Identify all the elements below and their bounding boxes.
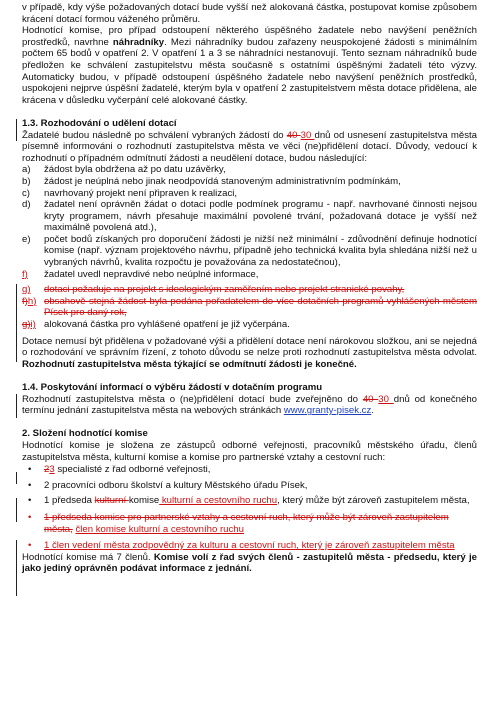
- inserted-text: 30: [378, 393, 394, 405]
- reasons-list: [22, 164, 477, 330]
- bullet-icon: •: [28, 540, 32, 552]
- deleted-text: obsahově stejná žádost byla podána pořadatelem do více dotačních programů vyhlášených městem Písek pro daný rok,: [44, 295, 477, 319]
- list-item: • 1 předseda kulturní komise kulturní a cestovního ruchu, který může být zároveň zastupitelem města,: [28, 495, 470, 507]
- change-bar: [16, 284, 17, 362]
- bullet-icon: •: [28, 479, 32, 491]
- bullet-icon: •: [28, 464, 32, 476]
- paragraph: Hodnotící komise má 7 členů. Komise volí z řad svých členů - zastupitelů města - předsedu, který je jako jediný oprávněn podávat informace z jednání.: [22, 551, 477, 575]
- list-item: d) žadatel není oprávněn žádat o dotaci podle podmínek programu - např. navrhované činnosti nejsou kryty programem, návrh přesahuje maximální povolené trvání, požadovaná dotace je vyšší než maximálně povolená atd.),: [22, 199, 477, 234]
- list-item: e) počet bodů získaných pro doporučení žádosti je nižší než minimální - zdůvodnění definuje hodnotící komise (např. význam projektového návrhu, případně jeho technická kvalita byla shledána nižší než u vybraných návrhů, kvalita rozpočtu je považována za nedostatečnou),: [22, 233, 477, 269]
- deleted-text: 1 předseda komise pro partnerské vztahy a cestovní ruch, který může být zároveň zastupitelem města,: [44, 511, 449, 535]
- list-item: [22, 512, 477, 535]
- inserted-text: 1 člen vedení města zodpovědný za kulturu a cestovní ruch, který je zároveň zastupitelem města: [44, 540, 455, 552]
- section-heading: 2. Složení hodnotící komise: [22, 428, 148, 440]
- paragraph: Hodnotící komise, pro případ odstoupení některého úspěšného žadatele nebo navýšení peněžních prostředků, navrhne náhradníky. Mezi náhradníky budou zařazeny neuspokojené žádosti s minimálním počtem 65 bodů v opatření 2. V opatření 1 a 3 se náhradníci nestanovují. Tento seznam náhradníků bude předložen ke schválení zastupitelstvu města současně s ostatními úspěšnými žadateli této výzvy. Automaticky budou, v případě odstoupení úspěšného žadatele nebo navýšení peněžních prostředků, uspokojeni nejprve úspěšní žadatelé, kterým byla v opatření 2 zastupitelstvem města dotace přidělena, ale krácena v důsledku vyčerpání celé alokované částky.: [22, 25, 477, 106]
- list-item: [22, 540, 477, 552]
- document-page: [22, 2, 477, 575]
- section-1-4: [22, 382, 477, 417]
- section-heading: 1.3. Rozhodování o udělení dotací: [22, 117, 177, 129]
- change-bar: [16, 472, 17, 484]
- change-bar: [16, 498, 17, 522]
- bullet-icon: •: [28, 495, 32, 507]
- bullet-icon: •: [28, 511, 32, 523]
- change-bar: [16, 394, 17, 418]
- emphasis: náhradníky: [112, 36, 165, 48]
- change-bar: [16, 540, 17, 596]
- inserted-text: 30: [300, 129, 315, 141]
- deleted-text: dotaci požaduje na projekt s ideologickým zaměřením nebo projekt stranické povahy,: [44, 284, 405, 296]
- list-item: f) žadatel uvedl nepravdivé nebo neúplné informace,: [22, 268, 259, 280]
- paragraph: v případě, kdy výše požadovaných dotací bude vyšší než alokovaná částka, postupovat komise způsobem krácení dotací formou váženého průměru.: [22, 2, 477, 25]
- website-link[interactable]: www.granty-pisek.cz: [283, 405, 372, 417]
- deleted-text: 40: [362, 393, 379, 405]
- section-1-3: [22, 118, 477, 331]
- paragraph: Žadatelé budou následně po schválení vybraných žádostí do 40 30 dnů od usnesení zastupitelstva města písemně informováni o rozhodnutí zastupitelstva města ve věci (ne)přidělení dotací. Důvody, vedoucí k rozhodnutí o případném odmítnutí žádosti a neudělení dotace, budou následující:: [22, 129, 478, 164]
- paragraph: Hodnotící komise je složena ze zástupců odborné veřejnosti, pracovníků městského úřadu, členů zastupitelstva města, kulturní komise a komise pro partnerské vztahy a cestovní ruch:: [22, 439, 477, 463]
- list-item: c) navrhovaný projekt není připraven k realizaci,: [22, 187, 238, 199]
- list-item: a) žádost byla obdržena až po datu uzávěrky,: [22, 164, 226, 176]
- list-item: g) dotaci požaduje na projekt s ideologickým zaměřením nebo projekt stranické povahy,: [22, 284, 405, 296]
- deleted-text: 40: [286, 129, 301, 141]
- list-item: g)i) alokovaná částka pro vyhlášené opatření je již vyčerpána.: [22, 319, 290, 331]
- list-item: f)h) obsahově stejná žádost byla podána pořadatelem do více dotačních programů vyhlášených městem Písek pro daný rok,: [22, 295, 477, 319]
- paragraph: Dotace nemusí být přidělena v požadované výši a přidělení dotace není nárokovou složkou, ani se nejedná o rozhodování ve správním řízení, z tohoto důvodu se nelze proti rozhodnutí zastupitelstva města odvolat. Rozhodnutí zastupitelstva města týkající se odmítnutí žádosti je konečné.: [22, 335, 477, 370]
- change-bar: [16, 119, 17, 141]
- section-heading: 1.4. Poskytování informací o výběru žádostí v dotačním programu: [22, 382, 323, 393]
- list-item: b) žádost je neúplná nebo jinak neodpovídá stanoveným administrativním podmínkám,: [22, 175, 401, 187]
- inserted-text: člen komise kulturní a cestovního ruchu: [75, 523, 244, 535]
- paragraph: Rozhodnutí zastupitelstva města o (ne)přidělení dotací bude zveřejněno do 40 30 dnů od konečného termínu jednání zastupitelstva města na webových stránkách www.granty-pisek.cz.: [22, 393, 478, 417]
- list-item: • 23 specialisté z řad odborné veřejnosti,: [28, 464, 211, 476]
- list-item: • 2 pracovníci odboru školství a kultury Městského úřadu Písek,: [28, 479, 308, 491]
- section-2: [22, 428, 477, 575]
- committee-list: [22, 464, 477, 552]
